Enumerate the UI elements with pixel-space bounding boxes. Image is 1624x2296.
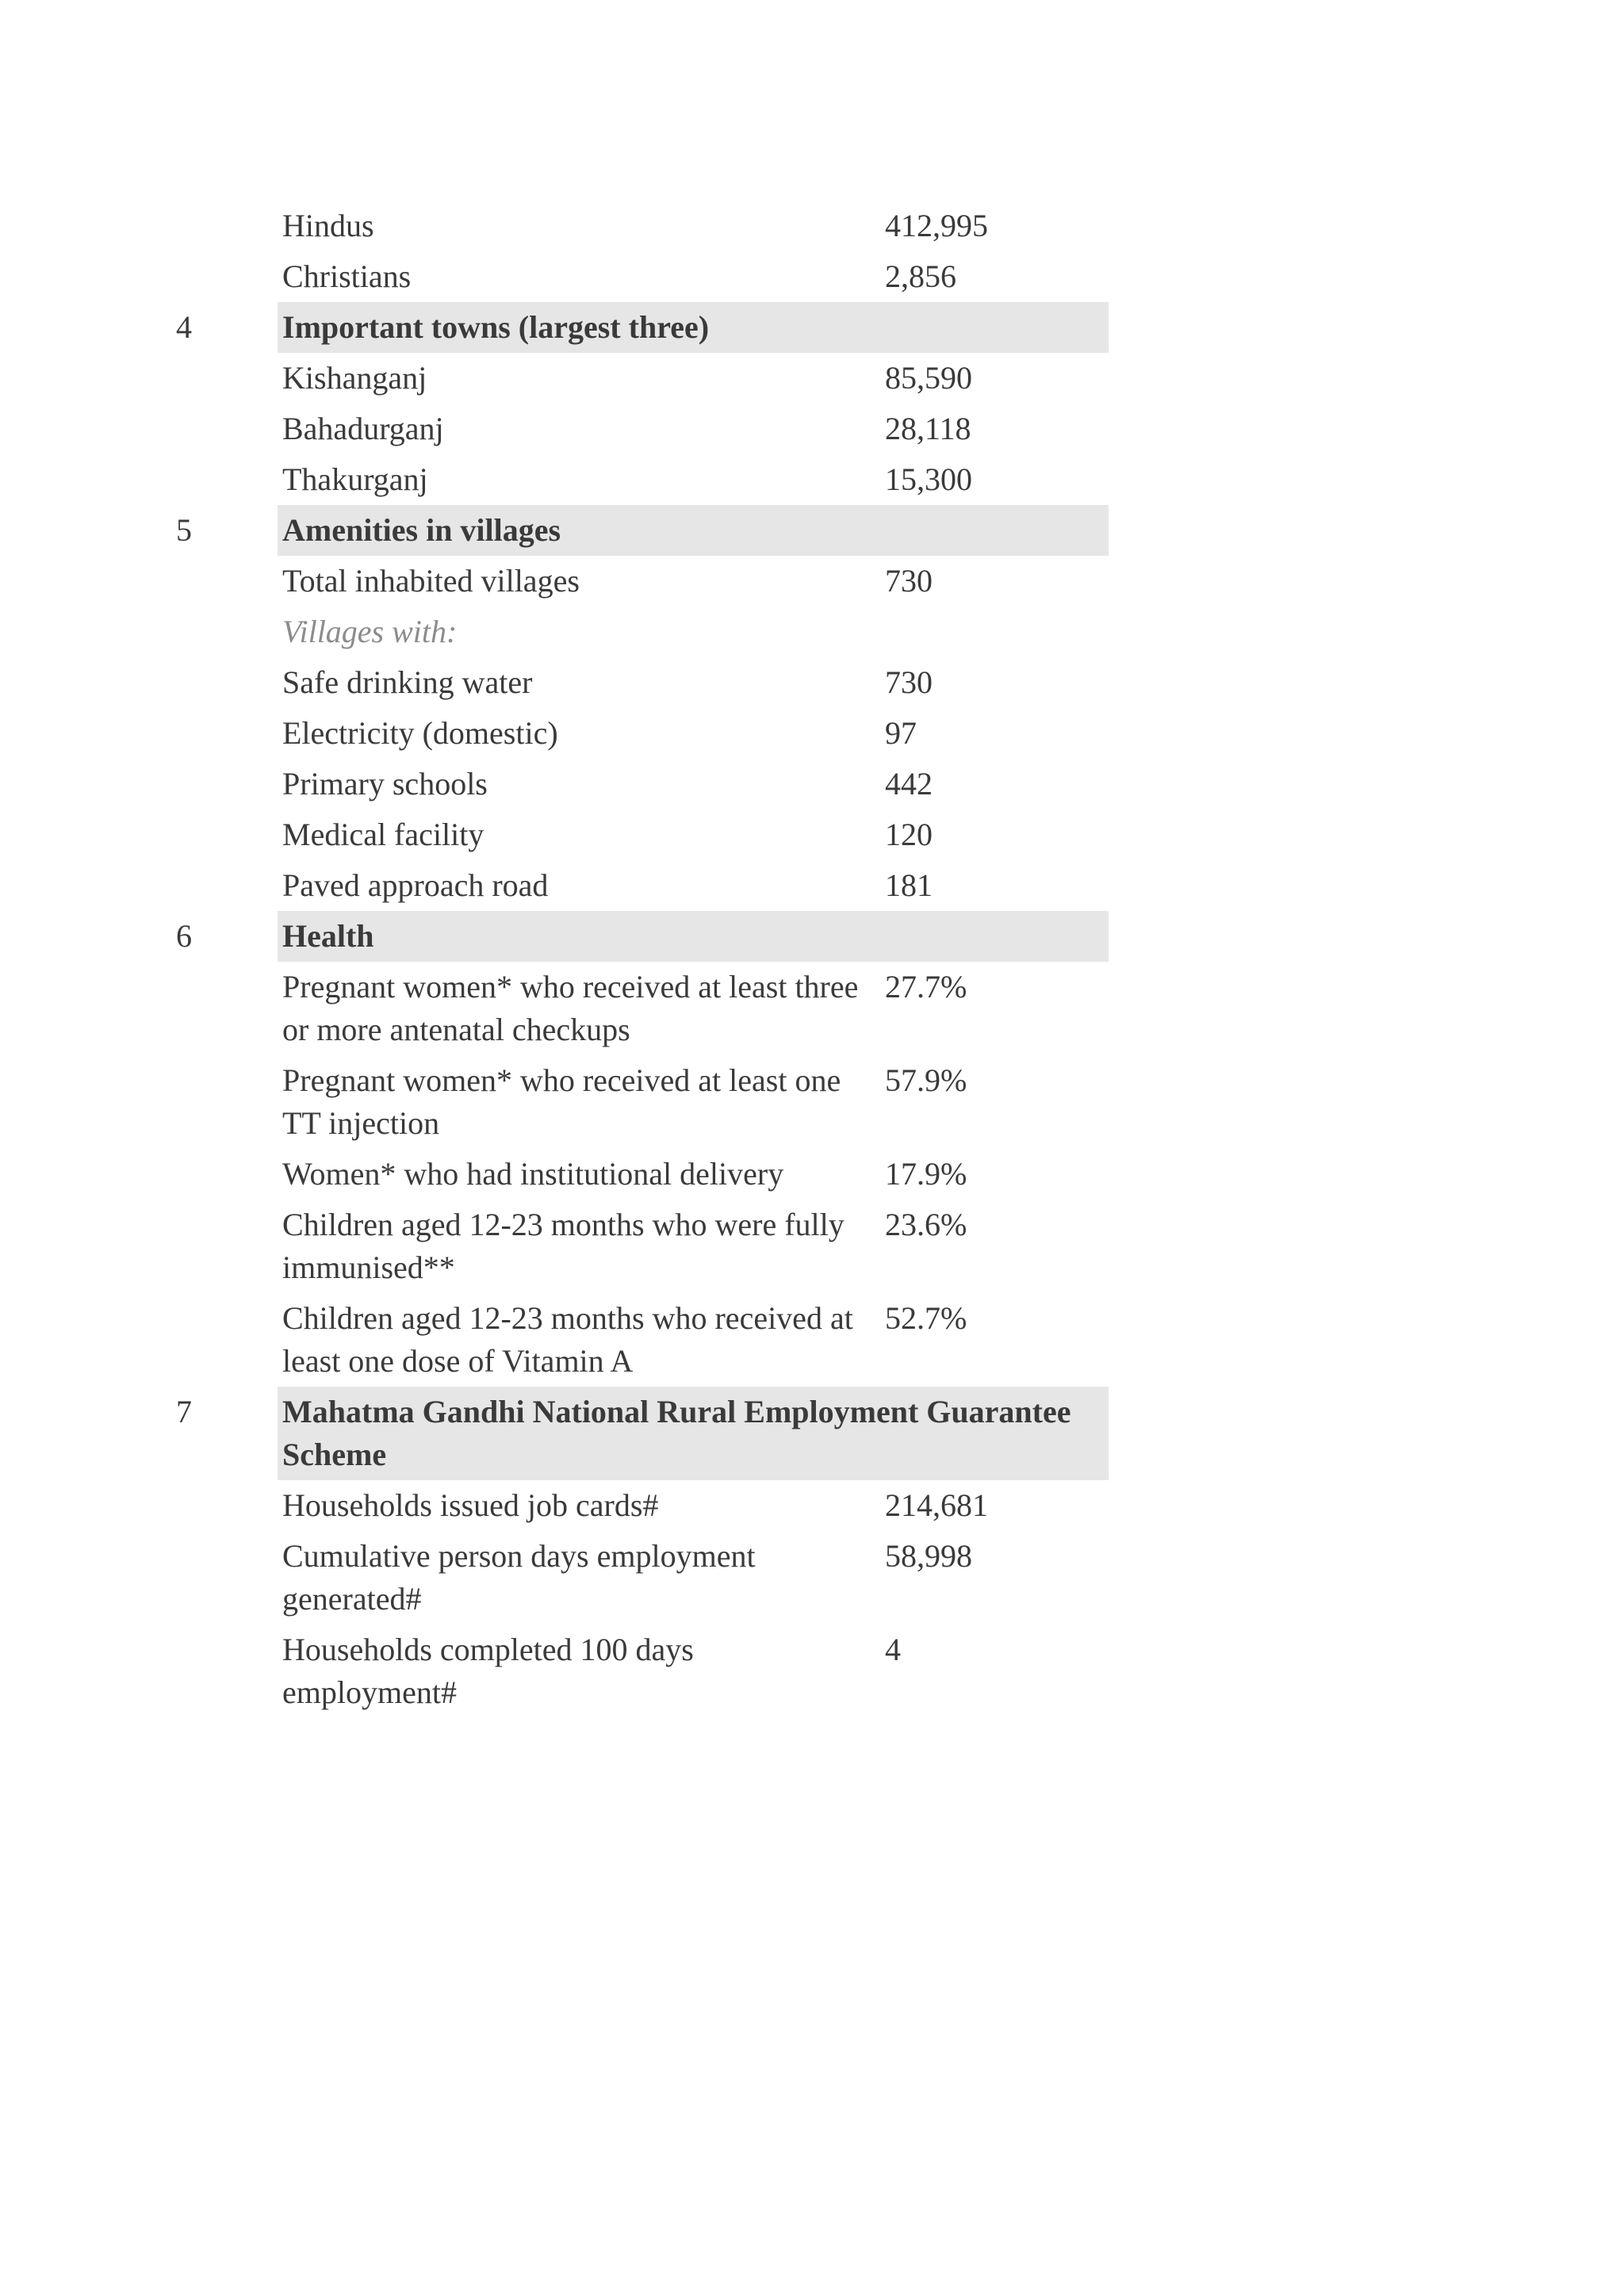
table-row [176,1624,1109,1718]
table-row [176,1055,1109,1149]
table-row [176,1531,1109,1624]
row-label: Christians [282,258,412,294]
section-title: Amenities in villages [278,505,1109,556]
row-value: 442 [885,766,933,802]
section-number [176,251,278,302]
section-title: Health [278,911,1109,962]
section-number [176,1055,278,1149]
section-number: 6 [176,918,192,954]
row-label: Hindus [282,208,374,243]
row-label: Households issued job cards# [282,1487,659,1523]
table-row [176,556,1109,607]
row-label: Bahadurganj [282,411,444,446]
section-title: Mahatma Gandhi National Rural Employment Guarantee Scheme [278,1387,1109,1480]
subheading-row [176,607,1109,657]
row-value: 730 [885,664,933,700]
row-value: 2,856 [885,258,956,294]
section-number [176,1293,278,1387]
table-row [176,1200,1109,1293]
section-number [176,556,278,607]
row-label: Kishanganj [282,360,427,396]
row-value: 214,681 [885,1487,988,1523]
table-row [176,454,1109,505]
section-number [176,809,278,860]
section-number [176,1624,278,1718]
row-label: Children aged 12-23 months who were fully immunised** [282,1207,845,1285]
row-value: 412,995 [885,208,988,243]
section-number: 4 [176,309,192,345]
table-row [176,404,1109,454]
table-row [176,1149,1109,1200]
table-row [176,1293,1109,1387]
row-value: 17.9% [885,1156,967,1192]
row-value: 23.6% [885,1207,967,1242]
section-number [176,708,278,759]
row-label: Total inhabited villages [282,563,580,599]
section-number [176,1200,278,1293]
section-number [176,759,278,809]
subheading-label: Villages with: [282,614,458,649]
row-label: Women* who had institutional delivery [282,1156,784,1192]
row-value: 730 [885,563,933,599]
table-row [176,657,1109,708]
section-number [176,454,278,505]
row-value: 57.9% [885,1062,967,1098]
row-label: Electricity (domestic) [282,715,558,751]
table-row [176,1480,1109,1531]
section-header-row [176,302,1109,353]
row-label: Paved approach road [282,867,549,903]
row-value [880,607,1109,657]
row-value: 15,300 [885,461,972,497]
row-label: Pregnant women* who received at least one TT injection [282,1062,841,1141]
row-value: 85,590 [885,360,972,396]
table-row [176,251,1109,302]
table-row [176,809,1109,860]
table-row [176,759,1109,809]
section-number [176,1480,278,1531]
row-label: Cumulative person days employment generated# [282,1538,756,1617]
row-value: 58,998 [885,1538,972,1574]
row-value: 52.7% [885,1300,967,1336]
row-value: 181 [885,867,933,903]
row-label: Pregnant women* who received at least three or more antenatal checkups [282,969,859,1047]
section-number [176,201,278,251]
section-number [176,1531,278,1624]
section-header-row [176,911,1109,962]
row-label: Safe drinking water [282,664,533,700]
section-title: Important towns (largest three) [278,302,1109,353]
row-value: 27.7% [885,969,967,1004]
row-value: 4 [885,1632,901,1667]
row-label: Children aged 12-23 months who received at least one dose of Vitamin A [282,1300,853,1379]
section-number [176,607,278,657]
section-number [176,962,278,1055]
table-body [176,201,1109,1718]
table-row [176,353,1109,404]
row-value: 120 [885,817,933,852]
table-row [176,201,1109,251]
section-number [176,1149,278,1200]
table-row [176,962,1109,1055]
section-number [176,404,278,454]
section-number: 7 [176,1394,192,1429]
section-number [176,860,278,911]
section-number [176,353,278,404]
row-label: Medical facility [282,817,485,852]
section-header-row [176,1387,1109,1480]
table-row [176,860,1109,911]
section-header-row [176,505,1109,556]
section-number [176,657,278,708]
row-value: 97 [885,715,917,751]
section-number: 5 [176,512,192,548]
row-label: Thakurganj [282,461,428,497]
row-label: Households completed 100 days employment# [282,1632,694,1710]
district-statistics-table [176,201,1109,1718]
row-value: 28,118 [885,411,971,446]
row-label: Primary schools [282,766,488,802]
table-row [176,708,1109,759]
